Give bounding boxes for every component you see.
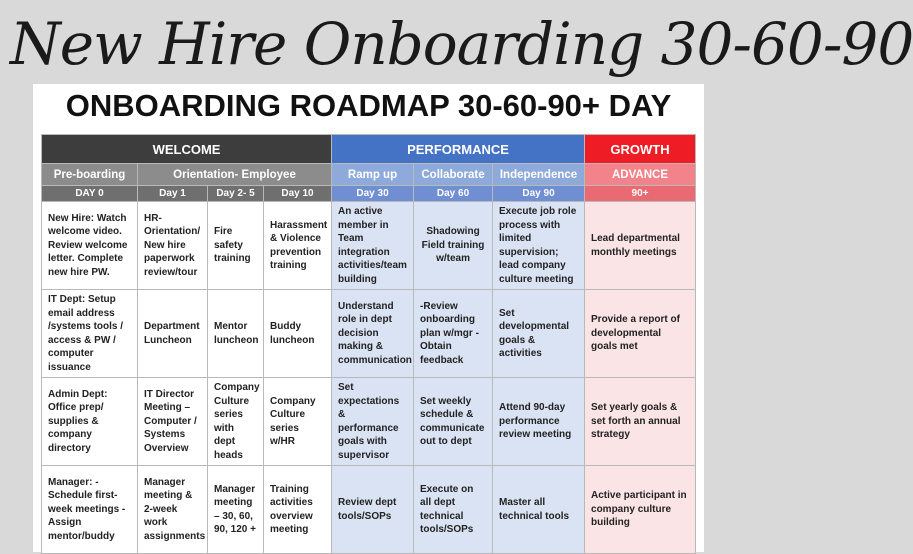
phase-preboarding: Pre-boarding [42,164,138,186]
table-cell: Master all technical tools [493,466,585,554]
roadmap-sheet [33,84,704,552]
day-header: Day 10 [264,186,332,202]
day-header: DAY 0 [42,186,138,202]
table-cell: Set developmental goals & activities [493,290,585,378]
section-welcome: WELCOME [42,135,332,164]
day-header: Day 60 [414,186,493,202]
table-cell: Active participant in company culture building [585,466,696,554]
table-cell: Mentor luncheon [208,290,264,378]
day-header: 90+ [585,186,696,202]
phase-independence: Independence [493,164,585,186]
table-cell: Attend 90-day performance review meeting [493,378,585,466]
table-cell: Manager: -Schedule first-week meetings -Assign mentor/buddy [42,466,138,554]
table-cell: IT Dept: Setup email address /systems tools / access & PW / computer issuance [42,290,138,378]
table-cell: IT Director Meeting – Computer / Systems Overview [138,378,208,466]
table-cell: New Hire: Watch welcome video. Review welcome letter. Complete new hire PW. [42,202,138,290]
day-header: Day 90 [493,186,585,202]
table-row [42,202,696,290]
phase-rampup: Ramp up [332,164,414,186]
table-cell: Company Culture series w/HR [264,378,332,466]
section-growth: GROWTH [585,135,696,164]
day-header: Day 2- 5 [208,186,264,202]
table-cell: Training activities overview meeting [264,466,332,554]
day-header: Day 1 [138,186,208,202]
table-cell: Set yearly goals & set forth an annual strategy [585,378,696,466]
table-cell: Set expectations & performance goals with supervisor [332,378,414,466]
roadmap-title: ONBOARDING ROADMAP 30-60-90+ DAY [65,88,672,123]
table-cell: Manager meeting – 30, 60, 90, 120 + [208,466,264,554]
table-cell: Understand role in dept decision making & communication [332,290,414,378]
table-cell: Set weekly schedule & communicate out to dept [414,378,493,466]
phase-advance: ADVANCE [585,164,696,186]
phase-collaborate: Collaborate [414,164,493,186]
table-row [42,466,696,554]
table-cell: Department Luncheon [138,290,208,378]
table-cell: Execute job role process with limited supervision; lead company culture meeting [493,202,585,290]
section-performance: PERFORMANCE [332,135,585,164]
table-cell: An active member in Team integration activities/team building [332,202,414,290]
table-cell: Admin Dept: Office prep/ supplies & company directory [42,378,138,466]
table-cell: Execute on all dept technical tools/SOPs [414,466,493,554]
table-cell: Company Culture series with dept heads [208,378,264,466]
table-cell: Lead departmental monthly meetings [585,202,696,290]
roadmap-table [41,134,696,554]
table-cell: Fire safety training [208,202,264,290]
table-cell: Buddy luncheon [264,290,332,378]
phase-orientation: Orientation- Employee [138,164,332,186]
table-cell: Review dept tools/SOPs [332,466,414,554]
script-title: New Hire Onboarding 30-60-90 [10,10,913,78]
table-cell: Harassment & Violence prevention training [264,202,332,290]
table-cell: Provide a report of developmental goals met [585,290,696,378]
table-cell: -Review onboarding plan w/mgr -Obtain feedback [414,290,493,378]
table-row [42,290,696,378]
table-cell: HR-Orientation/ New hire paperwork review/tour [138,202,208,290]
table-cell: Manager meeting & 2-week work assignments [138,466,208,554]
day-header: Day 30 [332,186,414,202]
table-cell: Shadowing Field training w/team [414,202,493,290]
table-row [42,378,696,466]
